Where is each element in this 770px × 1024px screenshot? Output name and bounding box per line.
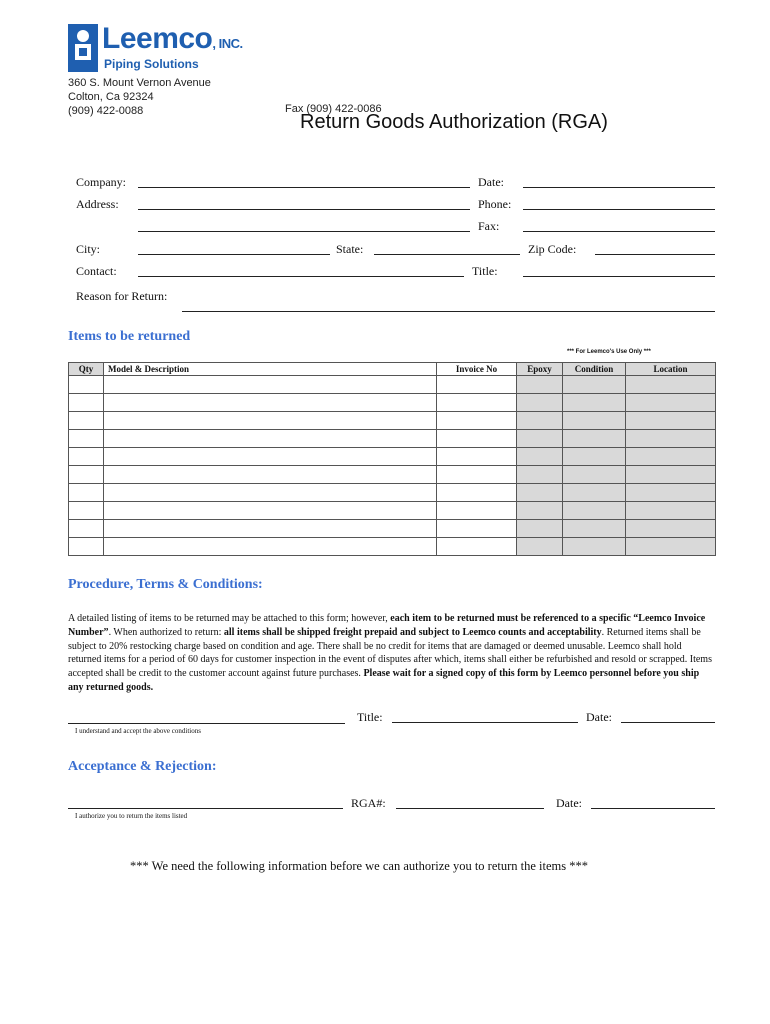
terms-bold-3: Please wait for a signed copy of this form by Leemco personnel before you ship any returned goods. bbox=[68, 668, 700, 693]
terms-bold-2: all items shall be shipped freight prepaid and subject to Leemco counts and acceptability bbox=[223, 626, 602, 638]
qty-cell[interactable] bbox=[69, 376, 104, 394]
terms-text-2: . When authorized to return: bbox=[108, 626, 224, 638]
qty-cell[interactable] bbox=[69, 394, 104, 412]
condition-cell bbox=[563, 484, 626, 502]
table-row bbox=[69, 430, 716, 448]
condition-cell bbox=[563, 448, 626, 466]
rga-field[interactable] bbox=[396, 808, 544, 809]
phone-field[interactable] bbox=[523, 209, 715, 210]
phone-label: Phone: bbox=[478, 197, 512, 211]
table-row bbox=[69, 538, 716, 556]
authorize-date-field[interactable] bbox=[591, 808, 715, 809]
condition-cell bbox=[563, 430, 626, 448]
contact-field[interactable] bbox=[138, 276, 464, 277]
invoice-cell[interactable] bbox=[437, 538, 517, 556]
table-row bbox=[69, 484, 716, 502]
fax-number: Fax (909) 422-0086 bbox=[285, 103, 382, 115]
epoxy-cell bbox=[517, 430, 563, 448]
page-title: Return Goods Authorization (RGA) bbox=[300, 111, 608, 133]
location-cell bbox=[626, 484, 716, 502]
footer-notice: *** We need the following information before we can authorize you to return the items *** bbox=[130, 859, 589, 873]
location-cell bbox=[626, 502, 716, 520]
fax-field[interactable] bbox=[523, 231, 715, 232]
leemco-logo-icon bbox=[68, 24, 98, 72]
authorize-caption: I authorize you to return the items listed bbox=[75, 812, 188, 820]
qty-cell[interactable] bbox=[69, 412, 104, 430]
table-row bbox=[69, 376, 716, 394]
location-cell bbox=[626, 520, 716, 538]
qty-cell[interactable] bbox=[69, 538, 104, 556]
city-label: City: bbox=[76, 242, 101, 256]
leemco-use-note: *** For Leemco's Use Only *** bbox=[567, 349, 651, 355]
description-cell[interactable] bbox=[104, 430, 437, 448]
condition-cell bbox=[563, 466, 626, 484]
location-cell bbox=[626, 466, 716, 484]
company-address bbox=[68, 76, 211, 118]
address-field-line2[interactable] bbox=[138, 231, 470, 232]
items-table-header bbox=[69, 363, 716, 376]
items-heading: Items to be returned bbox=[68, 329, 191, 344]
description-cell[interactable] bbox=[104, 412, 437, 430]
invoice-cell[interactable] bbox=[437, 412, 517, 430]
condition-cell bbox=[563, 502, 626, 520]
invoice-cell[interactable] bbox=[437, 502, 517, 520]
terms-text-3: . Returned items shall be subject to 20% restocking charge based on condition and age. There shall be no credit for items that are damaged or deemed unusable. Leemco shall hold returned items for a period of 60 days for customer inspection in the event of disputes after which, items shall either be refurbished and resold or scrapped. Items accepted shall be credit to the customer account against future purchases. bbox=[68, 626, 712, 680]
col-location: Location bbox=[626, 363, 716, 376]
table-row bbox=[69, 412, 716, 430]
items-table bbox=[68, 362, 716, 556]
table-row bbox=[69, 466, 716, 484]
epoxy-cell bbox=[517, 484, 563, 502]
state-field[interactable] bbox=[374, 254, 520, 255]
location-cell bbox=[626, 430, 716, 448]
date-label: Date: bbox=[478, 175, 504, 189]
description-cell[interactable] bbox=[104, 538, 437, 556]
invoice-cell[interactable] bbox=[437, 448, 517, 466]
invoice-cell[interactable] bbox=[437, 484, 517, 502]
condition-cell bbox=[563, 538, 626, 556]
location-cell bbox=[626, 376, 716, 394]
address-line2: Colton, Ca 92324 bbox=[68, 91, 154, 103]
description-cell[interactable] bbox=[104, 448, 437, 466]
epoxy-cell bbox=[517, 448, 563, 466]
table-row bbox=[69, 448, 716, 466]
epoxy-cell bbox=[517, 502, 563, 520]
col-description: Model & Description bbox=[104, 363, 437, 376]
location-cell bbox=[626, 448, 716, 466]
terms-heading: Procedure, Terms & Conditions: bbox=[68, 577, 263, 592]
description-cell[interactable] bbox=[104, 376, 437, 394]
invoice-cell[interactable] bbox=[437, 520, 517, 538]
qty-cell[interactable] bbox=[69, 448, 104, 466]
invoice-cell[interactable] bbox=[437, 376, 517, 394]
table-row bbox=[69, 394, 716, 412]
title-field[interactable] bbox=[523, 276, 715, 277]
condition-cell bbox=[563, 520, 626, 538]
location-cell bbox=[626, 394, 716, 412]
address-line1: 360 S. Mount Vernon Avenue bbox=[68, 77, 211, 89]
invoice-cell[interactable] bbox=[437, 430, 517, 448]
epoxy-cell bbox=[517, 376, 563, 394]
accept-title-field[interactable] bbox=[392, 722, 578, 723]
location-cell bbox=[626, 412, 716, 430]
invoice-cell[interactable] bbox=[437, 394, 517, 412]
logo-name: Leemco bbox=[102, 22, 213, 55]
description-cell[interactable] bbox=[104, 520, 437, 538]
description-cell[interactable] bbox=[104, 484, 437, 502]
fax-label: Fax: bbox=[478, 219, 500, 233]
contact-label: Contact: bbox=[76, 264, 117, 278]
reason-field[interactable] bbox=[182, 311, 715, 312]
qty-cell[interactable] bbox=[69, 520, 104, 538]
invoice-cell[interactable] bbox=[437, 466, 517, 484]
accept-title-label: Title: bbox=[357, 710, 383, 724]
condition-cell bbox=[563, 394, 626, 412]
authorize-date-label: Date: bbox=[556, 796, 582, 810]
accept-date-label: Date: bbox=[586, 710, 612, 724]
accept-signature-field[interactable] bbox=[68, 723, 345, 724]
accept-caption: I understand and accept the above conditions bbox=[75, 727, 201, 735]
qty-cell[interactable] bbox=[69, 502, 104, 520]
acceptance-heading: Acceptance & Rejection: bbox=[68, 759, 217, 774]
authorize-signature-field[interactable] bbox=[68, 808, 343, 809]
condition-cell bbox=[563, 376, 626, 394]
col-invoice: Invoice No bbox=[437, 363, 517, 376]
location-cell bbox=[626, 538, 716, 556]
condition-cell bbox=[563, 412, 626, 430]
address-label: Address: bbox=[76, 197, 119, 211]
zip-label: Zip Code: bbox=[528, 242, 577, 256]
col-epoxy: Epoxy bbox=[517, 363, 563, 376]
company-label: Company: bbox=[76, 175, 126, 189]
phone-number: (909) 422-0088 bbox=[68, 105, 144, 117]
address-field[interactable] bbox=[138, 209, 470, 210]
description-cell[interactable] bbox=[104, 502, 437, 520]
description-cell[interactable] bbox=[104, 394, 437, 412]
company-field[interactable] bbox=[138, 187, 470, 188]
qty-cell[interactable] bbox=[69, 430, 104, 448]
epoxy-cell bbox=[517, 394, 563, 412]
zip-field[interactable] bbox=[595, 254, 715, 255]
accept-date-field[interactable] bbox=[621, 722, 715, 723]
terms-paragraph bbox=[68, 612, 715, 695]
terms-bold-1: each item to be returned must be referenced to a specific “Leemco Invoice Number” bbox=[68, 613, 706, 638]
epoxy-cell bbox=[517, 538, 563, 556]
description-cell[interactable] bbox=[104, 466, 437, 484]
table-row bbox=[69, 520, 716, 538]
reason-label: Reason for Return: bbox=[76, 289, 168, 303]
city-field[interactable] bbox=[138, 254, 330, 255]
epoxy-cell bbox=[517, 412, 563, 430]
epoxy-cell bbox=[517, 520, 563, 538]
qty-cell[interactable] bbox=[69, 484, 104, 502]
epoxy-cell bbox=[517, 466, 563, 484]
col-qty: Qty bbox=[69, 363, 104, 376]
items-table-body bbox=[69, 376, 716, 556]
title-label: Title: bbox=[472, 264, 498, 278]
company-logo bbox=[68, 24, 268, 74]
logo-suffix: , INC. bbox=[212, 36, 243, 51]
table-row bbox=[69, 502, 716, 520]
terms-text-1: A detailed listing of items to be returned may be attached to this form; however, bbox=[68, 613, 391, 624]
date-field[interactable] bbox=[523, 187, 715, 188]
state-label: State: bbox=[336, 242, 364, 256]
col-condition: Condition bbox=[563, 363, 626, 376]
logo-tagline: Piping Solutions bbox=[104, 57, 199, 71]
qty-cell[interactable] bbox=[69, 466, 104, 484]
rga-label: RGA#: bbox=[351, 796, 386, 810]
